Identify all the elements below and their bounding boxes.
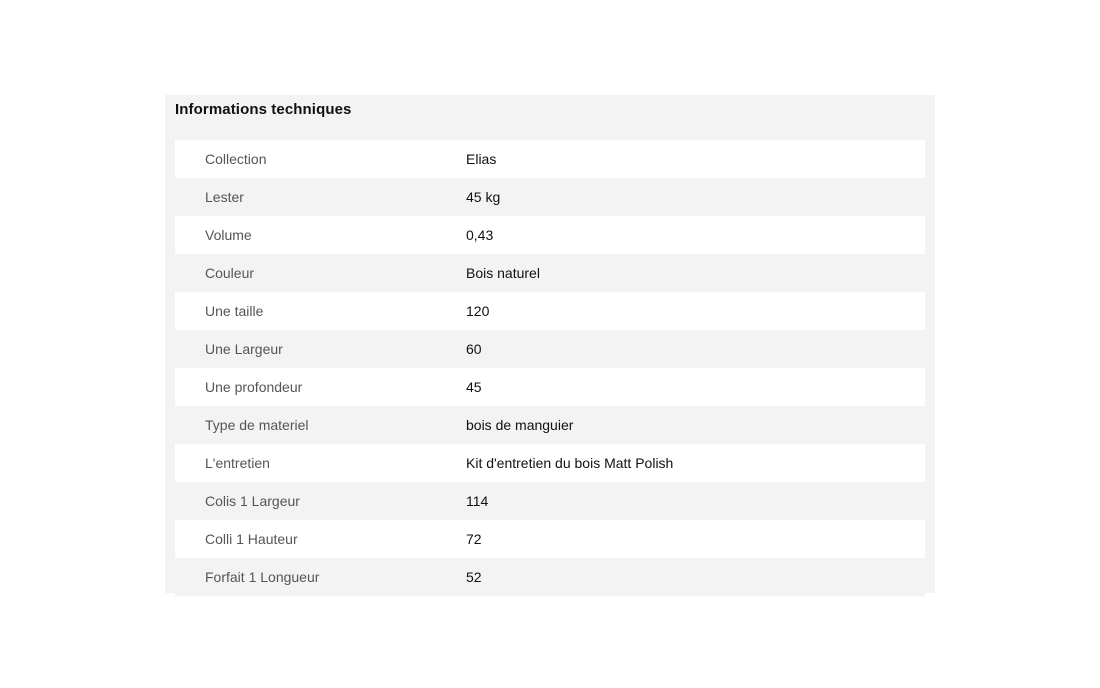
spec-value: 72 bbox=[466, 531, 482, 547]
spec-label: L'entretien bbox=[205, 455, 270, 471]
spec-row bbox=[175, 178, 925, 216]
spec-row bbox=[175, 140, 925, 178]
spec-label: Colli 1 Hauteur bbox=[205, 531, 298, 547]
spec-row bbox=[175, 482, 925, 520]
technical-info-panel bbox=[165, 95, 935, 593]
spec-label: Une taille bbox=[205, 303, 264, 319]
spec-label: Une profondeur bbox=[205, 379, 303, 395]
spec-value: Elias bbox=[466, 151, 497, 167]
spec-row bbox=[175, 520, 925, 558]
spec-row bbox=[175, 406, 925, 444]
spec-value: Bois naturel bbox=[466, 265, 540, 281]
spec-value: 45 bbox=[466, 379, 482, 395]
spec-value: 60 bbox=[466, 341, 482, 357]
spec-label: Type de materiel bbox=[205, 417, 309, 433]
spec-value: 0,43 bbox=[466, 227, 494, 243]
section-title: Informations techniques bbox=[175, 101, 352, 118]
spec-label: Colis 1 Largeur bbox=[205, 493, 300, 509]
spec-row bbox=[175, 292, 925, 330]
spec-row bbox=[175, 558, 925, 596]
spec-label: Une Largeur bbox=[205, 341, 283, 357]
spec-table bbox=[175, 140, 925, 596]
spec-label: Volume bbox=[205, 227, 252, 243]
spec-value: Kit d'entretien du bois Matt Polish bbox=[466, 455, 674, 471]
spec-row bbox=[175, 254, 925, 292]
spec-row bbox=[175, 330, 925, 368]
spec-value: 120 bbox=[466, 303, 490, 319]
spec-row bbox=[175, 444, 925, 482]
spec-label: Collection bbox=[205, 151, 267, 167]
spec-row bbox=[175, 368, 925, 406]
spec-value: 52 bbox=[466, 569, 482, 585]
spec-value: bois de manguier bbox=[466, 417, 574, 433]
spec-label: Couleur bbox=[205, 265, 255, 281]
spec-label: Forfait 1 Longueur bbox=[205, 569, 320, 585]
spec-row bbox=[175, 216, 925, 254]
spec-value: 114 bbox=[466, 493, 489, 509]
spec-label: Lester bbox=[205, 189, 244, 205]
spec-value: 45 kg bbox=[466, 189, 501, 205]
